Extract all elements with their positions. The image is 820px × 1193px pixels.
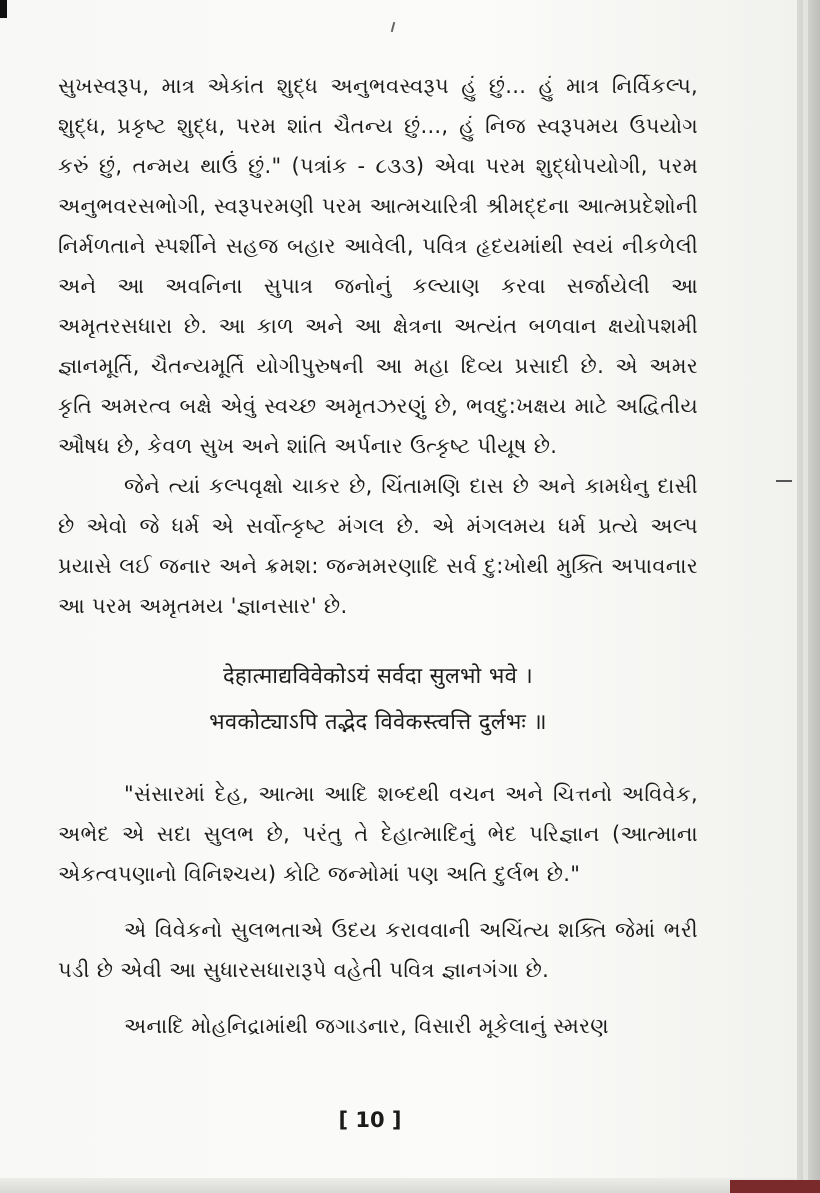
verse-line-1: देहात्माद्यविवेकोऽयं सर्वदा सुलभो भवे । (222, 664, 534, 689)
paragraph-continuation: સુખસ્વરૂપ, માત્ર એકાંત શુદ્ધ અનુભવસ્વરૂપ હું છું... હું માત્ર નિર્વિકલ્પ, શુદ્ધ, પ્રકૃષ્ટ શુદ્ધ, પરમ શાંત ચૈતન્ય છું..., હું નિજ સ્વરૂપમય ઉપયોગ કરું છું, તન્મય થાઉં છું." (પત્રાંક - ૮૩૩) એવા પરમ શુદ્ધોપયોગી, પરમ અનુભવરસભોગી, સ્વરૂપરમણી પરમ આત્મચારિત્રી શ્રીમદ્દના આત્મપ્રદેશોની નિર્મળતાને સ્પર્શીને સહજ બહાર આવેલી, પવિત્ર હૃદયમાંથી સ્વયં નીકળેલી અને આ અવનિના સુપાત્ર જનોનું કલ્યાણ કરવા સર્જાયેલી આ અમૃતરસધારા છે. આ કાળ અને આ ક્ષેત્રના અત્યંત બળવાન ક્ષયોપશમી જ્ઞાનમૂર્તિ, ચૈતન્યમૂર્તિ યોગીપુરુષની આ મહા દિવ્ય પ્રસાદી છે. એ અમર કૃતિ અમરત્વ બક્ષે એવું સ્વચ્છ અમૃતઝરણું છે, ભવદુ:ખક્ષય માટે અદ્વિતીય ઔષધ છે, કેવળ સુખ અને શાંતિ અર્પનાર ઉત્કૃષ્ટ પીયૂષ છે. (58, 74, 698, 458)
page-edge-strip (803, 0, 808, 1193)
cover-corner (730, 1180, 820, 1193)
paragraph-viveka: એ વિવેકનો સુલભતાએ ઉદય કરાવવાની અચિંત્ય શક્તિ જેમાં ભરી પડી છે એવી આ સુધારસધારારૂપે વહેતી પવિત્ર જ્ઞાનગંગા છે. (58, 918, 698, 982)
page-edge-shadow (797, 0, 820, 1193)
paragraph-anadi: અનાદિ મોહનિદ્રામાંથી જગાડનાર, વિસારી મૂકેલાનું સ્મરણ (124, 1014, 609, 1038)
verse-translation: "સંસારમાં દેહ, આત્મા આદિ શબ્દથી વચન અને ચિત્તનો અવિવેક, અભેદ એ સદા સુલભ છે, પરંતુ તે દેહાત્માદિનું ભેદ પરિજ્ઞાન (આત્માના એકત્વપણાનો વિનિશ્ચય) કોટિ જન્મોમાં પણ અતિ દુર્લભ છે." (58, 782, 698, 886)
verse-line-2: भवकोट्याऽपि तद्भेद विवेकस्त्वत्ति दुर्लभः ॥ (209, 710, 547, 735)
page-number: [ 10 ] (338, 1108, 402, 1132)
page-text-block (58, 66, 698, 1046)
corner-mark (0, 0, 7, 18)
paragraph-dharma: જેને ત્યાં કલ્પવૃક્ષો ચાકર છે, ચિંતામણિ દાસ છે અને કામધેનુ દાસી છે એવો જે ધર્મ એ સર્વોત્કૃષ્ટ મંગલ છે. એ મંગલમય ધર્મ પ્રત્યે અલ્પ પ્રયાસે લઈ જનાર અને ક્રમશ: જન્મમરણાદિ સર્વ દુ:ખોથી મુક્તિ અપાવનાર આ પરમ અમૃતમય 'જ્ઞાનસાર' છે. (58, 474, 698, 618)
sanskrit-verse (58, 654, 698, 746)
page-bottom-edge (0, 1178, 797, 1193)
margin-dash (776, 480, 792, 482)
